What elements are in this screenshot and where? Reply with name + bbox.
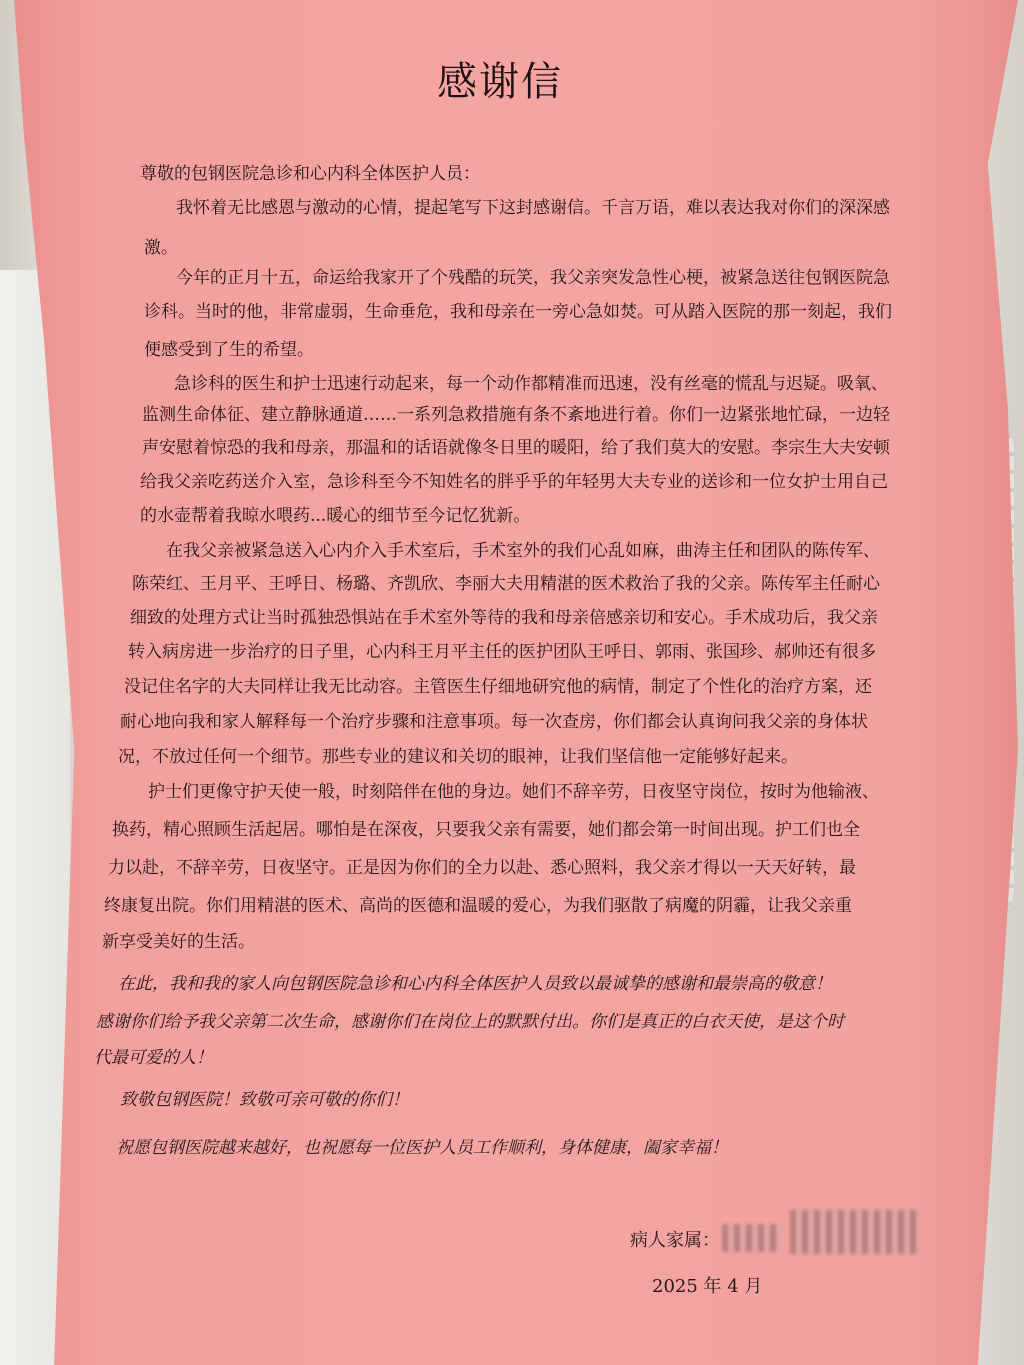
letter-line: 的水壶帮着我晾水喂药...暖心的细节至今记忆犹新。 [140, 506, 531, 526]
letter-line: 陈荣红、王月平、王呼日、杨璐、齐凯欣、李丽大夫用精湛的医术救治了我的父亲。陈传军主任耐心 [132, 574, 880, 594]
redacted-name [722, 1224, 782, 1252]
letter-line: 给我父亲吃药送介入室，急诊科至今不知姓名的胖乎乎的年轻男大夫专业的送诊和一位女护士用自己 [140, 472, 888, 492]
letter-line: 护士们更像守护天使一般，时刻陪伴在他的身边。她们不辞辛劳，日夜坚守岗位，按时为他输液、 [148, 782, 879, 802]
letter-line: 我怀着无比感恩与激动的心情，提起笔写下这封感谢信。千言万语，难以表达我对你们的深深感 [176, 198, 890, 218]
letter-line: 终康复出院。你们用精湛的医术、高尚的医德和温暖的爱心，为我们驱散了病魔的阴霾，让我父亲重 [104, 896, 852, 916]
letter-line: 力以赴，不辞辛劳，日夜坚守。正是因为你们的全力以赴、悉心照料，我父亲才得以一天天好转，最 [108, 858, 856, 878]
letter-title: 感谢信 [437, 59, 563, 105]
letter-line: 细致的处理方式让当时孤独恐惧站在手术室外等待的我和母亲倍感亲切和安心。手术成功后，我父亲 [130, 608, 878, 628]
letter-line: 急诊科的医生和护士迅速行动起来，每一个动作都精准而迅速，没有丝毫的慌乱与迟疑。吸氧、 [174, 374, 888, 394]
signature-label: 病人家属： [630, 1230, 720, 1251]
letter-line: 况，不放过任何一个细节。那些专业的建议和关切的眼神，让我们坚信他一定能够好起来。 [118, 747, 798, 767]
letter-line: 代最可爱的人！ [94, 1048, 213, 1068]
letter-line: 转入病房进一步治疗的日子里，心内科王月平主任的医护团队王呼日、郭雨、张国珍、郝帅还有很多 [128, 642, 876, 662]
letter-line: 换药，精心照顾生活起居。哪怕是在深夜，只要我父亲有需要，她们都会第一时间出现。护工们也全 [112, 820, 860, 840]
letter-line: 今年的正月十五，命运给我家开了个残酷的玩笑，我父亲突发急性心梗，被紧急送往包钢医院急 [176, 268, 890, 288]
letter-line: 致敬包钢医院！致敬可亲可敬的你们！ [120, 1090, 409, 1110]
letter-line: 诊科。当时的他，非常虚弱，生命垂危，我和母亲在一旁心急如焚。可从踏入医院的那一刻起，我们 [144, 302, 892, 322]
redacted-signature [790, 1210, 920, 1254]
letter-line: 祝愿包钢医院越来越好，也祝愿每一位医护人员工作顺利，身体健康，阖家幸福！ [116, 1138, 728, 1158]
letter-line: 便感受到了生的希望。 [144, 340, 314, 360]
letter-line: 没记住名字的大夫同样让我无比动容。主管医生仔细地研究他的病情，制定了个性化的治疗方案，还 [124, 677, 872, 697]
letter-line: 在我父亲被紧急送入心内介入手术室后，手术室外的我们心乱如麻，曲涛主任和团队的陈传军、 [166, 541, 880, 561]
letter-line: 耐心地向我和家人解释每一个治疗步骤和注意事项。每一次查房，你们都会认真询问我父亲的身体状 [120, 712, 868, 732]
salutation: 尊敬的包钢医院急诊和心内科全体医护人员： [140, 164, 480, 184]
signature-date: 2025 年 4 月 [652, 1276, 763, 1297]
letter-line: 新享受美好的生活。 [102, 932, 255, 952]
letter-line: 激。 [144, 238, 178, 258]
letter-line: 声安慰着惊恐的我和母亲，那温和的话语就像冬日里的暖阳，给了我们莫大的安慰。李宗生大夫安顿 [142, 438, 890, 458]
letter-line: 在此，我和我的家人向包钢医院急诊和心内科全体医护人员致以最诚挚的感谢和最崇高的敬意！ [118, 974, 832, 994]
letter-line: 监测生命体征、建立静脉通道……一系列急救措施有条不紊地进行着。你们一边紧张地忙碌，一边轻 [142, 405, 890, 425]
letter-line: 感谢你们给予我父亲第二次生命，感谢你们在岗位上的默默付出。你们是真正的白衣天使，是这个时 [96, 1012, 844, 1032]
